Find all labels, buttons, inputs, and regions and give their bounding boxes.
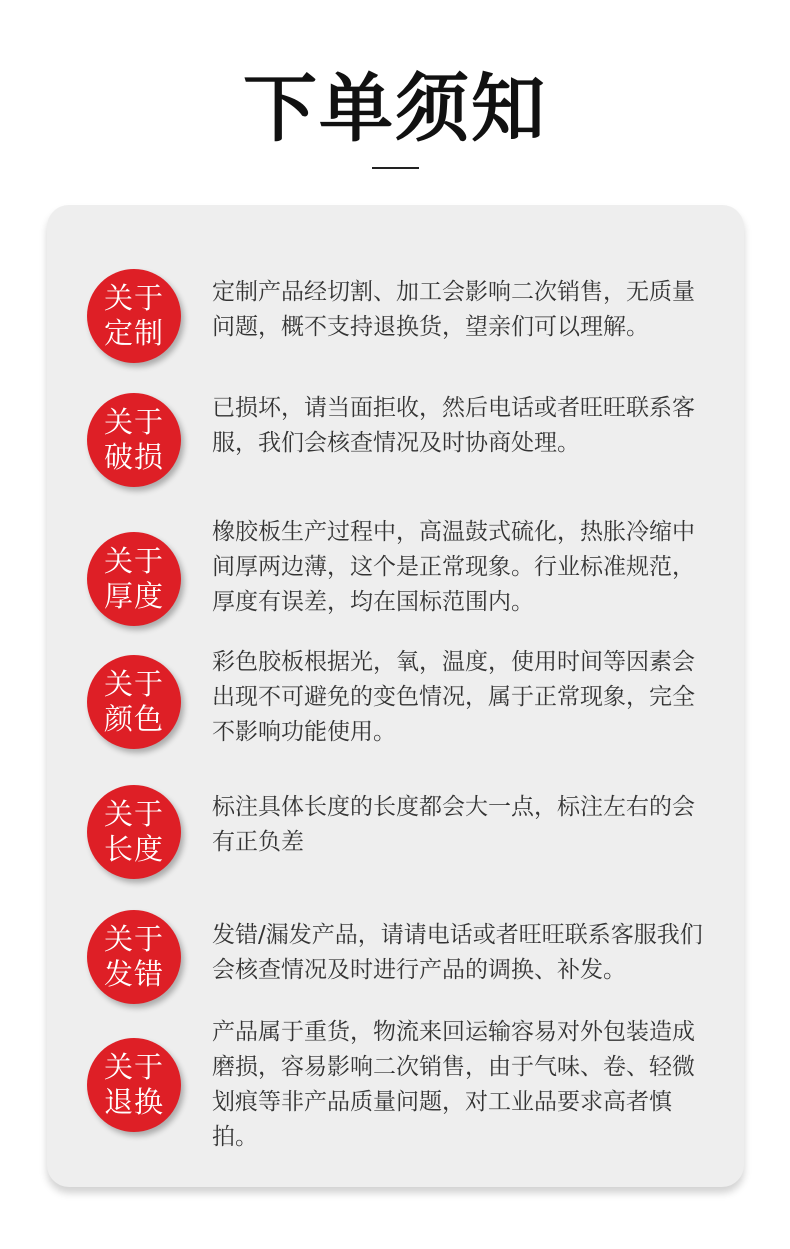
notice-text: 彩色胶板根据光，氧，温度，使用时间等因素会出现不可避免的变色情况，属于正常现象，完全不影响功能使用。	[212, 649, 695, 745]
badge-line2: 破损	[103, 440, 164, 474]
badge-line2: 退换	[103, 1085, 164, 1119]
badge-line2: 发错	[103, 957, 164, 991]
notice-text: 定制产品经切割、加工会影响二次销售，无质量问题，概不支持退换货，望亲们可以理解。	[212, 279, 695, 340]
title-divider	[372, 167, 419, 169]
notice-text: 标注具体长度的长度都会大一点，标注左右的会有正负差	[212, 794, 695, 855]
page-title: 下单须知	[243, 66, 547, 152]
badge-line2: 颜色	[103, 702, 164, 736]
badge-line1: 关于	[103, 405, 164, 439]
badge-line1: 关于	[103, 922, 164, 956]
notice-text: 橡胶板生产过程中，高温鼓式硫化，热胀冷缩中间厚两边薄，这个是正常现象。行业标准规范，厚度有误差，均在国标范围内。	[212, 519, 695, 615]
badge-line2: 厚度	[103, 579, 164, 613]
badge-line1: 关于	[103, 797, 164, 831]
badge-line1: 关于	[103, 281, 164, 315]
notice-text: 产品属于重货，物流来回运输容易对外包装造成磨损，容易影响二次销售，由于气味、卷、轻微划痕等非产品质量问题，对工业品要求高者慎拍。	[212, 1019, 695, 1150]
badge-line1: 关于	[103, 1050, 164, 1084]
notice-card	[47, 205, 744, 1187]
badge-color	[87, 655, 181, 749]
badge-return	[87, 1038, 181, 1132]
badge-wrong-shipment	[87, 910, 181, 1004]
badge-line1: 关于	[103, 544, 164, 578]
notice-text: 已损坏，请当面拒收，然后电话或者旺旺联系客服，我们会核查情况及时协商处理。	[212, 395, 695, 456]
badge-length	[87, 785, 181, 879]
badge-line2: 定制	[103, 316, 164, 350]
badge-line1: 关于	[103, 667, 164, 701]
badge-damage	[87, 393, 181, 487]
notice-text: 发错/漏发产品，请请电话或者旺旺联系客服我们会核查情况及时进行产品的调换、补发。	[212, 922, 703, 983]
badge-custom	[87, 269, 181, 363]
badge-thickness	[87, 532, 181, 626]
badge-line2: 长度	[103, 832, 164, 866]
